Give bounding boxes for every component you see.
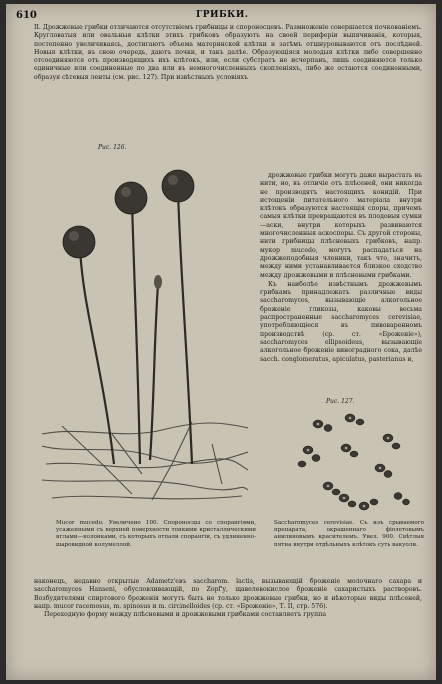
figure-127-caption: Saccharomyces cerevisiae. Съ изъ срываемого препарата, окрашеннаго фіолетовымъ анилиновымъ красителемъ. Увел. 900. Свѣтлыя пятна внутри отдѣльныхъ клѣтокъ суть вакуоли. [274, 520, 424, 548]
book-page [6, 4, 436, 680]
figure-126-label: Рис. 126. [98, 144, 127, 151]
bottom-paragraph-1: наконецъ, недавно открытые Adametz'евъ saccharom. lactis, вызывающій броженіе молочнаго сахара и saccharomyces Hanseni, обусловливающій, по Zopf'у, щавелевокислое броженіе сахаристыхъ растворовъ. Возбудителями спиртового броженія могутъ быть не только дрожжевые грибки, но и нѣкоторые виды плѣсеней, напр. mucor racemosus, m. spinosus и m. circinelloides (ср. ст. «Броженіе», Т. II, стр. 576). [34, 578, 422, 610]
bottom-text [34, 578, 422, 619]
running-head: ГРИБКИ. [196, 10, 249, 20]
right-column-paragraph-1: дрожжевые грибки могутъ даже вырастать въ нити, но, въ отличіе отъ плѣсеней, они никогда не производятъ настоящихъ конидій. При истощеніи питательного матеріала внутри клѣтокъ образуются настоящія споры, причемъ самыя клѣтки превращаются въ плодовыя сумки—аски, внутри которыхъ развиваются многочисленныя аскоспоры. Съ другой стороны, нити грибницы плѣсневыхъ грибковъ, напр. мукор mucedo, могутъ распадаться на дрожжеподобныя членики, такъ что, значитъ, между ними устанавливается близкое сходство между дрожжевыми и плѣсневыми грибками. [260, 172, 422, 279]
figure-127-label: Рис. 127. [326, 398, 355, 405]
figure-127-yeast-illustration [288, 408, 416, 518]
right-column [260, 172, 422, 365]
right-column-paragraph-2: Къ наиболѣе извѣстнымъ дрожжевымъ грибкамъ принадлежатъ различные виды saccharomyces, вызывающіе алкогольное броженіе гликозы, каковы весьма распространенные saccharomyces cerevisiae, употребляющіеся въ пивоваренномъ производствѣ (ср. ст. «Броженіе»), saccharomyces ellipsoideus, вызывающіе алкогольное броженіе виноградного сока, далѣе sacch. conglomeratus, apiculatus, pasterianus и, [260, 280, 422, 363]
figure-126-caption: Mucor mucedo. Увеличено 100. Спороносцы со спорангіями, усаженными съ верхней поверхности тонкими кристаллическими иглами—колонками, съ которыхъ отпали спорангіи, съ удлиненно-шаровидной колумеллой. [56, 520, 256, 548]
page-number: 610 [16, 10, 37, 21]
paragraph-top: II. Дрожжевые грибки отличаются отсутствіемъ грибницы и спороносцевъ. Размноженіе совершается почкованіемъ. Кругловатыя или овальныя клѣтки этихъ грибковъ образуютъ на своей периферіи выпячиванія, которыя, постепенно увеличиваясь, достигаютъ объема материнской клѣтки и затѣмъ отшнуровываются отъ послѣдней. Новыя клѣтки, въ свою очередь, даютъ почки, и такъ далѣе. Образующіяся молодыя клѣтки либо совершенно отсоединяются отъ производящихъ ихъ клѣтокъ, или, если субстратъ не исчерпанъ, лишь соединяются только единичные или соединенные по два или въ немногочисленныхъ скопленіяхъ, либо же остаются соединенными, образуя сѣтевыя ленты (см. рис. 127). При извѣстныхъ условіяхъ [34, 24, 422, 81]
bottom-paragraph-2: Переходную форму между плѣсневыми и дрожжевыми грибками составляетъ группа [44, 611, 327, 619]
figure-126-mucor-illustration [42, 164, 248, 510]
